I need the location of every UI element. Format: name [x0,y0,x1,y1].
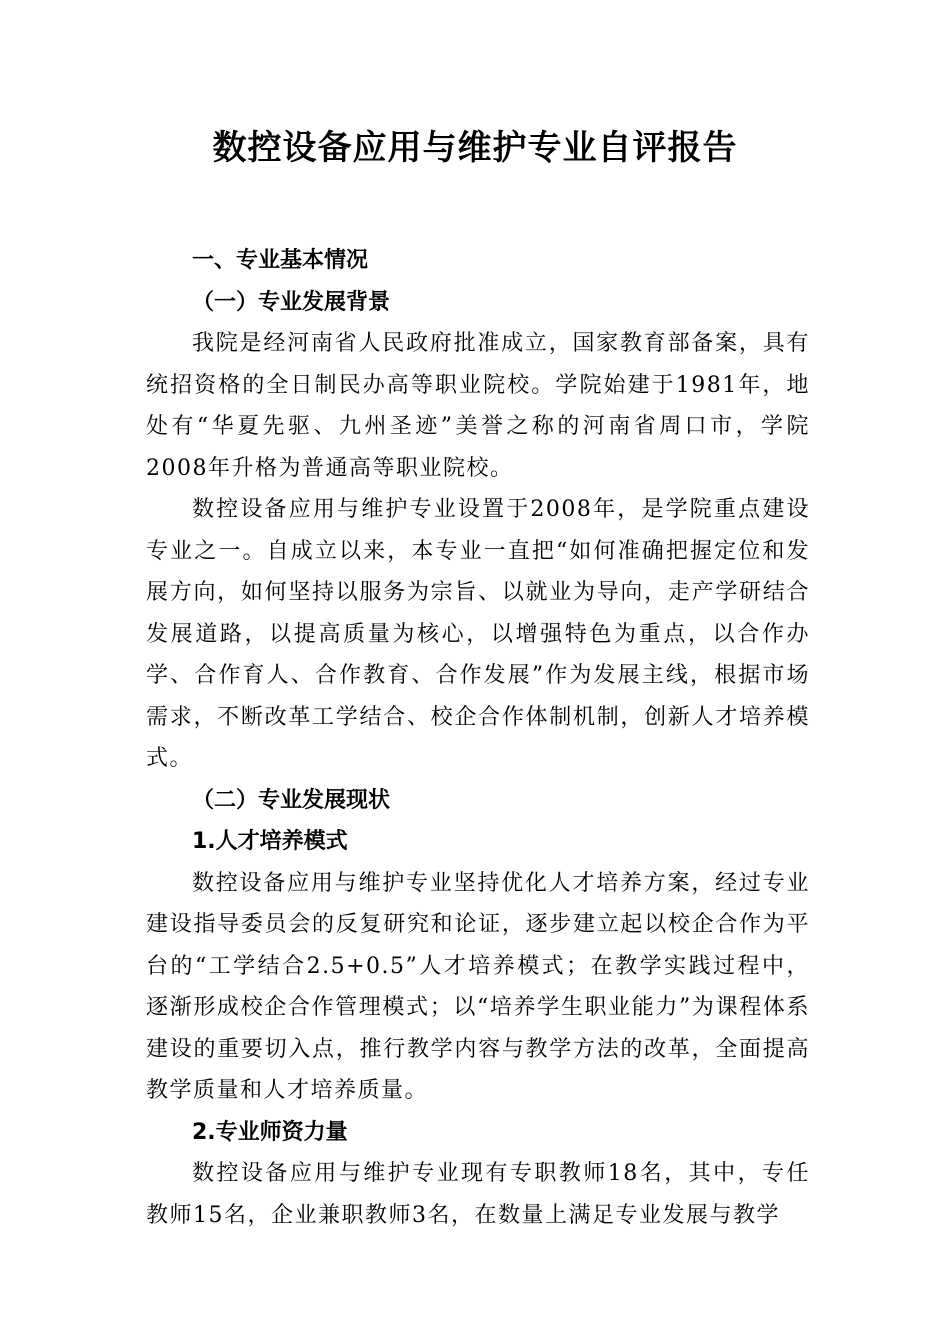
subsection-heading-status: （二）专业发展现状 [192,787,391,813]
section-heading-basic-info: 一、专业基本情况 [192,248,369,273]
item-heading-faculty: 2.专业师资力量 [192,1119,348,1145]
paragraph-background: 我院是经河南省人民政府批准成立，国家教育部备案，具有统招资格的全日制民办高等职业院校。学院始建于1981年，地处有“华夏先驱、九州圣迹”美誉之称的河南省周口市，学院2008年升格为普通高等职业院校。 [146,331,810,481]
document-body [146,240,810,1236]
paragraph-faculty: 数控设备应用与维护专业现有专职教师18名，其中，专任教师15名，企业兼职教师3名，在数量上满足专业发展与教学 [146,1161,810,1228]
paragraph-major-setup: 数控设备应用与维护专业设置于2008年，是学院重点建设专业之一。自成立以来，本专业一直把“如何准确把握定位和发展方向，如何坚持以服务为宗旨、以就业为导向，走产学研结合发展道路，以提高质量为核心，以增强特色为重点，以合作办学、合作育人、合作教育、合作发展”作为发展主线，根据市场需求，不断改革工学结合、校企合作体制机制，创新人才培养模式。 [146,497,810,771]
item-heading-training-mode: 1.人才培养模式 [192,829,348,854]
paragraph-training-mode: 数控设备应用与维护专业坚持优化人才培养方案，经过专业建设指导委员会的反复研究和论证，逐步建立起以校企合作为平台的“工学结合2.5+0.5”人才培养模式；在教学实践过程中，逐渐形成校企合作管理模式；以“培养学生职业能力”为课程体系建设的重要切入点，推行教学内容与教学方法的改革，全面提高教学质量和人才培养质量。 [146,870,810,1103]
document-title: 数控设备应用与维护专业自评报告 [212,128,738,168]
subsection-heading-background: （一）专业发展背景 [192,289,391,315]
